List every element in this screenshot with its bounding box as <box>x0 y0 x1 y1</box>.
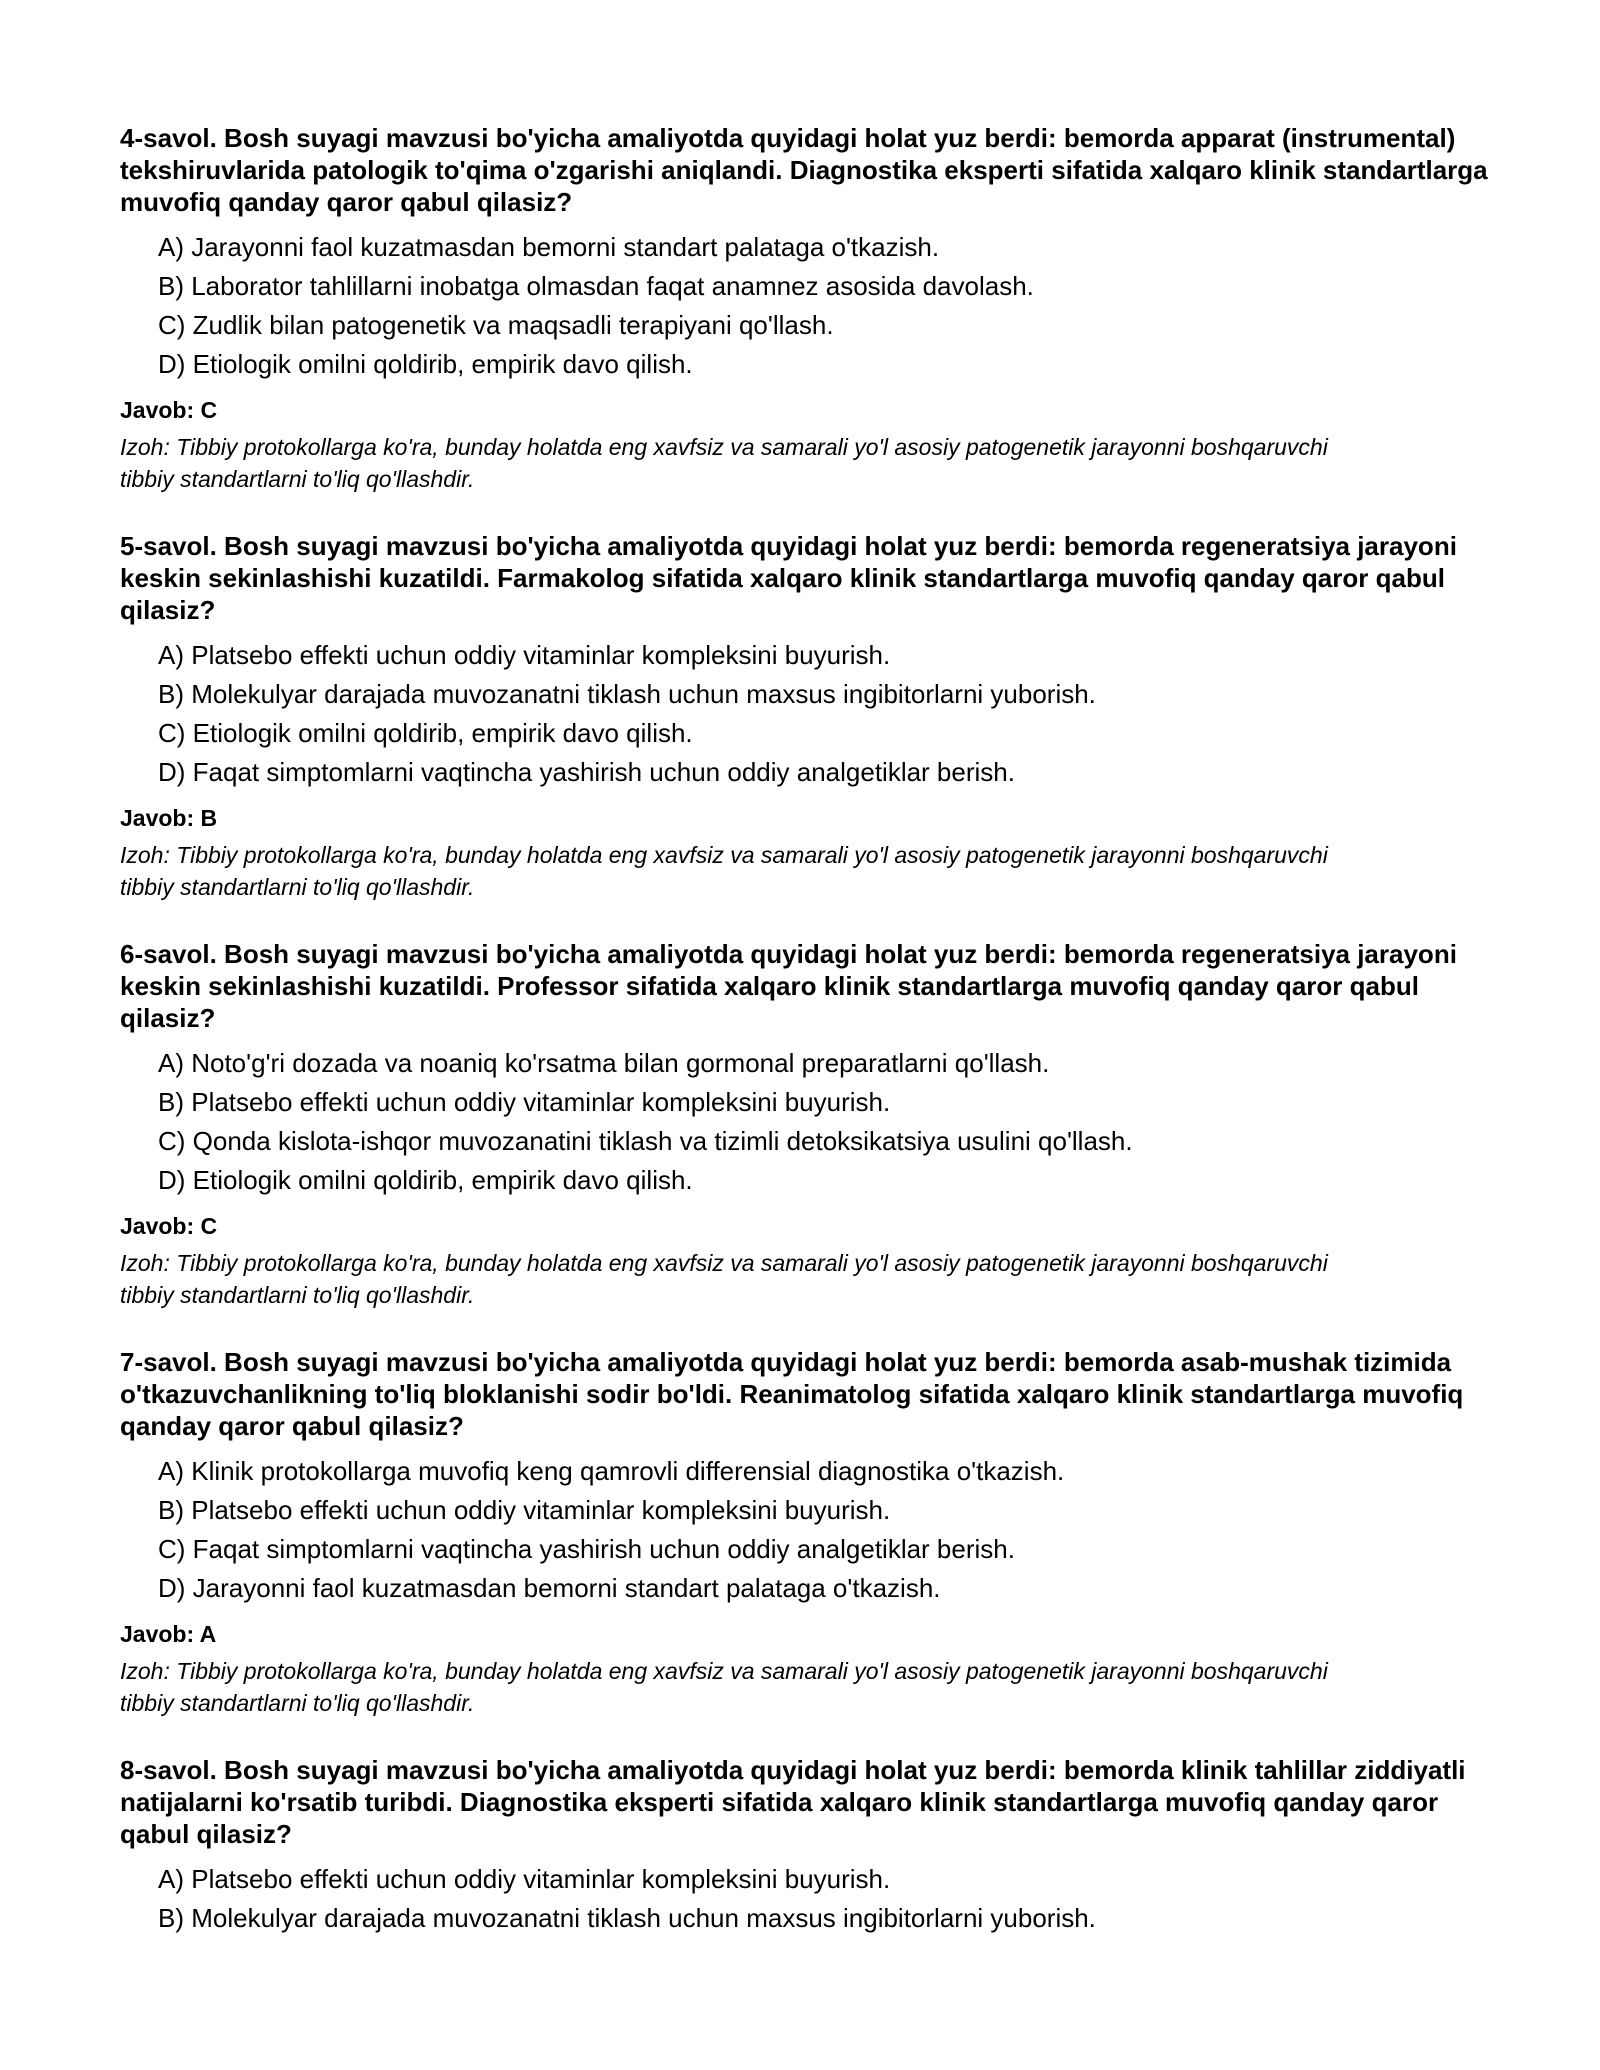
answer-label: Javob: C <box>120 1213 218 1239</box>
option-a: A) Noto'g'ri dozada va noaniq ko'rsatma bilan gormonal preparatlarni qo'llash. <box>158 1048 1050 1078</box>
answer-label: Javob: A <box>120 1621 217 1647</box>
option-c: C) Etiologik omilni qoldirib, empirik davo qilish. <box>158 718 693 748</box>
option-a: A) Platsebo effekti uchun oddiy vitaminlar kompleksini buyurish. <box>158 1864 891 1894</box>
question-block <box>120 938 1495 1311</box>
option-b: B) Laborator tahlillarni inobatga olmasdan faqat anamnez asosida davolash. <box>158 271 1034 301</box>
option-b: B) Molekulyar darajada muvozanatni tiklash uchun maxsus ingibitorlarni yuborish. <box>158 679 1096 709</box>
option-b: B) Molekulyar darajada muvozanatni tiklash uchun maxsus ingibitorlarni yuborish. <box>158 1903 1096 1933</box>
explanation-note: Izoh: Tibbiy protokollarga ko'ra, bunday holatda eng xavfsiz va samarali yo'l asosiy patogenetik jarayonni boshqaruvchi tibbiy standartlarni to'liq qo'llashdir. <box>120 1658 1328 1716</box>
answer-label: Javob: C <box>120 397 218 423</box>
question-title: 6-savol. Bosh suyagi mavzusi bo'yicha amaliyotda quyidagi holat yuz berdi: bemorda regeneratsiya jarayoni keskin sekinlashishi kuzatildi. Professor sifatida xalqaro klinik standartlarga muvofiq qanday qaror qabul qilasiz? <box>120 939 1457 1033</box>
option-c: C) Faqat simptomlarni vaqtincha yashirish uchun oddiy analgetiklar berish. <box>158 1534 1015 1564</box>
options-list <box>120 636 1495 792</box>
option-d: D) Jarayonni faol kuzatmasdan bemorni standart palataga o'tkazish. <box>158 1573 941 1603</box>
option-a: A) Platsebo effekti uchun oddiy vitaminlar kompleksini buyurish. <box>158 640 891 670</box>
options-list <box>120 1452 1495 1608</box>
option-c: C) Zudlik bilan patogenetik va maqsadli terapiyani qo'llash. <box>158 310 834 340</box>
options-list <box>120 1044 1495 1200</box>
question-title: 8-savol. Bosh suyagi mavzusi bo'yicha amaliyotda quyidagi holat yuz berdi: bemorda klinik tahlillar ziddiyatli natijalarni ko'rsatib turibdi. Diagnostika eksperti sifatida xalqaro klinik standartlarga muvofiq qanday qaror qabul qilasiz? <box>120 1755 1466 1849</box>
question-block <box>120 1346 1495 1719</box>
option-d: D) Etiologik omilni qoldirib, empirik davo qilish. <box>158 349 693 379</box>
question-title: 5-savol. Bosh suyagi mavzusi bo'yicha amaliyotda quyidagi holat yuz berdi: bemorda regeneratsiya jarayoni keskin sekinlashishi kuzatildi. Farmakolog sifatida xalqaro klinik standartlarga muvofiq qanday qaror qabul qilasiz? <box>120 531 1457 625</box>
options-list <box>120 228 1495 384</box>
options-list <box>120 1860 1495 1938</box>
question-title: 4-savol. Bosh suyagi mavzusi bo'yicha amaliyotda quyidagi holat yuz berdi: bemorda apparat (instrumental) tekshiruvlarida patologik to'qima o'zgarishi aniqlandi. Diagnostika eksperti sifatida xalqaro klinik standartlarga muvofiq qanday qaror qabul qilasiz? <box>120 123 1488 217</box>
option-b: B) Platsebo effekti uchun oddiy vitaminlar kompleksini buyurish. <box>158 1087 891 1117</box>
option-a: A) Klinik protokollarga muvofiq keng qamrovli differensial diagnostika o'tkazish. <box>158 1456 1065 1486</box>
option-d: D) Faqat simptomlarni vaqtincha yashirish uchun oddiy analgetiklar berish. <box>158 757 1015 787</box>
option-b: B) Platsebo effekti uchun oddiy vitaminlar kompleksini buyurish. <box>158 1495 891 1525</box>
question-block <box>120 122 1495 495</box>
explanation-note: Izoh: Tibbiy protokollarga ko'ra, bunday holatda eng xavfsiz va samarali yo'l asosiy patogenetik jarayonni boshqaruvchi tibbiy standartlarni to'liq qo'llashdir. <box>120 842 1328 900</box>
question-block <box>120 530 1495 903</box>
option-a: A) Jarayonni faol kuzatmasdan bemorni standart palataga o'tkazish. <box>158 232 940 262</box>
explanation-note: Izoh: Tibbiy protokollarga ko'ra, bunday holatda eng xavfsiz va samarali yo'l asosiy patogenetik jarayonni boshqaruvchi tibbiy standartlarni to'liq qo'llashdir. <box>120 434 1328 492</box>
option-d: D) Etiologik omilni qoldirib, empirik davo qilish. <box>158 1165 693 1195</box>
answer-label: Javob: B <box>120 805 218 831</box>
explanation-note: Izoh: Tibbiy protokollarga ko'ra, bunday holatda eng xavfsiz va samarali yo'l asosiy patogenetik jarayonni boshqaruvchi tibbiy standartlarni to'liq qo'llashdir. <box>120 1250 1328 1308</box>
option-c: C) Qonda kislota-ishqor muvozanatini tiklash va tizimli detoksikatsiya usulini qo'llash. <box>158 1126 1133 1156</box>
question-block <box>120 1754 1495 1938</box>
question-title: 7-savol. Bosh suyagi mavzusi bo'yicha amaliyotda quyidagi holat yuz berdi: bemorda asab-mushak tizimida o'tkazuvchanlikning to'liq bloklanishi sodir bo'ldi. Reanimatolog sifatida xalqaro klinik standartlarga muvofiq qanday qaror qabul qilasiz? <box>120 1347 1464 1441</box>
